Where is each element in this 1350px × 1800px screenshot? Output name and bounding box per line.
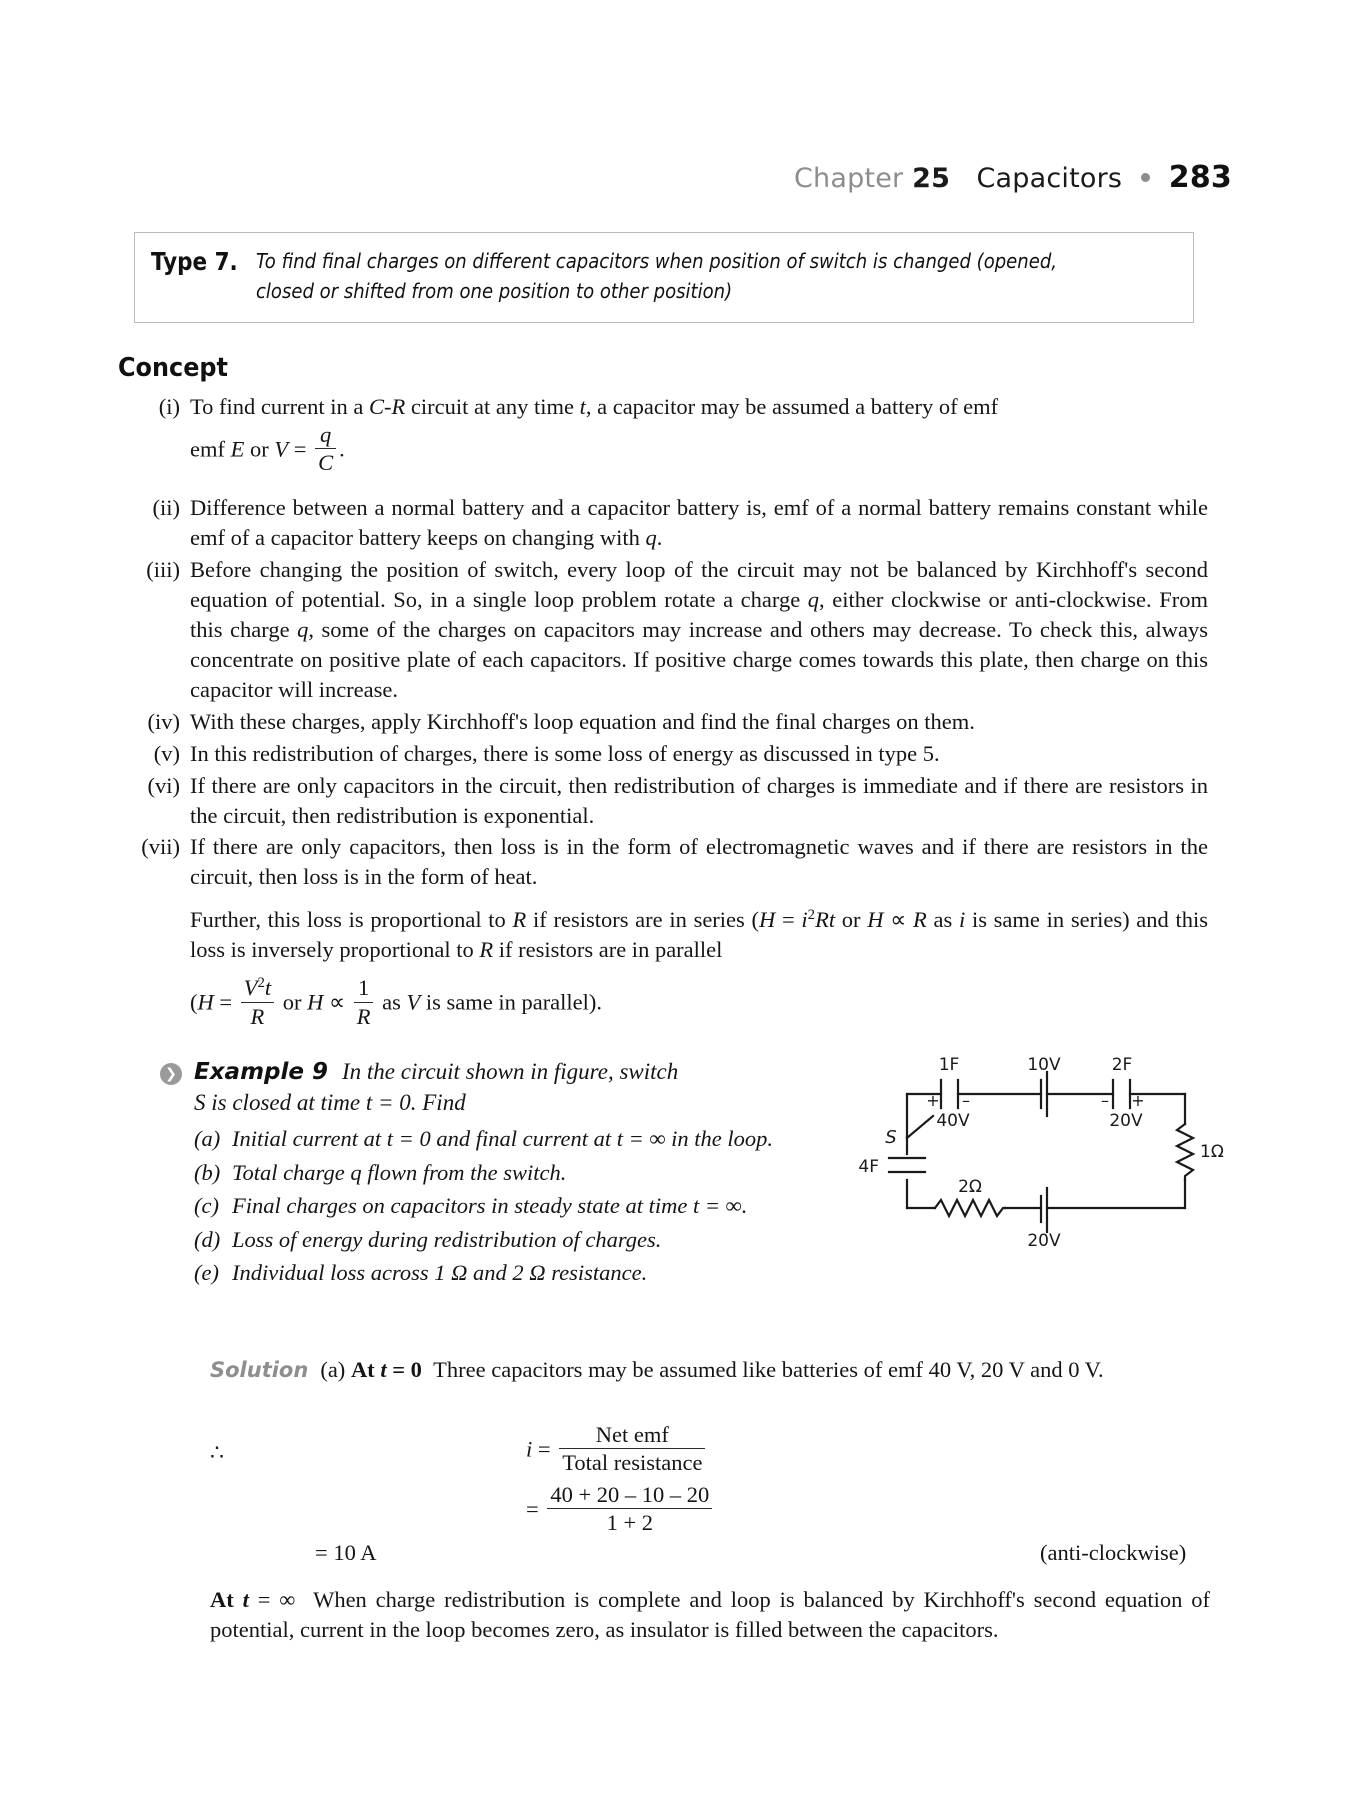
label-10V: 10V [1027, 1055, 1061, 1075]
concept-item-number: (ii) [152, 495, 180, 521]
tail-at: At [210, 1587, 243, 1612]
fraction-denominator: Total resistance [562, 1450, 703, 1476]
example-part-c [194, 1191, 780, 1222]
ci-var-t: t [579, 394, 586, 419]
concept-item-number: (i) [158, 394, 180, 419]
ex-lead-a: S is closed at time [194, 1090, 366, 1116]
fraction-numerator: Net emf [559, 1422, 705, 1449]
label-2F: 2F [1111, 1055, 1133, 1075]
f-V: V [243, 975, 258, 1001]
f-or: or [277, 989, 308, 1015]
sol-text: Three capacitors may be assumed like batteries of emf 40 V, 20 V and 0 V. [433, 1357, 1104, 1382]
concept-item-text: If there are only capacitors, then loss is in the form of electromagnetic waves and if there are resistors in the circuit, then loss is in the form of heat. [190, 834, 1208, 890]
solution-block [210, 1355, 1210, 1385]
f-p3: = [775, 907, 802, 932]
example-part-d [194, 1225, 780, 1256]
example-part-number: (b) [194, 1159, 221, 1185]
ci-dash: - [384, 394, 392, 419]
f-t: t [264, 975, 272, 1001]
f-R1: R [512, 907, 527, 932]
ci-var-V: V [274, 436, 289, 462]
example-part-text: Individual loss across 1 Ω and 2 Ω resistance. [232, 1260, 648, 1286]
sol-part: (a) [320, 1357, 346, 1382]
fraction-numerator: q [315, 422, 336, 449]
label-40V: 40V [936, 1111, 970, 1131]
concept-item-text [190, 555, 1208, 705]
therefore-symbol: ∴ [210, 1440, 224, 1465]
label-switch-S: S [885, 1127, 897, 1148]
concept-heading: Concept [118, 353, 228, 383]
bullet-dot-icon [1141, 173, 1150, 182]
concept-item-v [118, 739, 1208, 769]
concept-item-text: If there are only capacitors in the circuit, then redistribution of charges is immediate and if there are resistors in the circuit, then redistribution is exponential. [190, 772, 1208, 828]
f-p6: is same in series) and this loss is inversely proportional to [190, 907, 1208, 963]
header-chapter-number: 25 [912, 163, 951, 194]
f-p4: or [835, 907, 868, 932]
fraction-numerator [241, 975, 274, 1002]
circuit-diagram [845, 1050, 1225, 1250]
header-chapter-word: Chapter [793, 163, 904, 194]
ci-eq: = [288, 436, 313, 462]
concept-item-text [190, 493, 1208, 553]
sol-at: At [350, 1357, 381, 1382]
epc-b: = ∞. [699, 1193, 748, 1219]
eq-i: i [526, 1436, 533, 1462]
fraction-denominator: R [356, 1003, 371, 1029]
example-part-text: Loss of energy during redistribution of charges. [232, 1226, 662, 1252]
f-prop1: ∝ [883, 907, 914, 932]
fraction-netemf-over-resistance [559, 1422, 705, 1475]
fraction-denominator: 1 + 2 [606, 1510, 654, 1536]
fraction-1-over-R [354, 975, 374, 1028]
label-1F: 1F [938, 1055, 960, 1075]
example-part-text: Total charge q flown from the switch. [232, 1159, 567, 1185]
equation-result-note: (anti-clockwise) [1040, 1540, 1187, 1565]
page-header [0, 160, 1232, 195]
concept-item-vii [118, 832, 1208, 892]
example-header [160, 1056, 780, 1087]
label-1F-plus: + [926, 1091, 940, 1110]
epa-a: Initial current at [232, 1126, 387, 1152]
example-block [160, 1056, 780, 1292]
example-lead-line2 [194, 1087, 780, 1118]
f-as: as [376, 989, 407, 1015]
cii-var-q: q [645, 525, 657, 551]
ci-var-C: C [369, 394, 385, 419]
ex-lead-b: = 0. Find [372, 1090, 466, 1116]
concept-item-number: (v) [153, 740, 180, 766]
cii-text-a: Difference between a normal battery and a capacitor battery is, emf of a normal battery remains constant while emf of a capacitor battery keeps on changing with [190, 495, 1208, 551]
cii-text-b: . [656, 525, 663, 551]
concept-item-vi [118, 771, 1208, 831]
ciii-text-a: Before changing the position of switch, every loop of the circuit may not be balanced by Kirchhoff's second equation of potential. So, in a single loop problem rotate a charge [190, 557, 1208, 613]
epa-t1: t [386, 1126, 394, 1152]
tail-inf: = ∞ [248, 1587, 296, 1612]
label-2ohm: 2Ω [958, 1177, 982, 1197]
epa-c: = ∞ in the loop. [623, 1126, 773, 1152]
f-V-exp: 2 [257, 975, 265, 992]
f-p1: Further, this loss is proportional to [190, 907, 513, 932]
f-V2: V [406, 989, 421, 1015]
example-title: Example 9 [194, 1059, 328, 1085]
circuit-svg [845, 1050, 1225, 1250]
f-Rt: Rt [815, 907, 836, 932]
ciii-text-b: , either clockwise or anti-clockwise. From this charge [190, 587, 1208, 642]
example-part-number: (a) [194, 1126, 221, 1152]
label-2F-plus: + [1131, 1091, 1145, 1110]
tail-t: t [242, 1587, 249, 1612]
f-R3: R [479, 937, 494, 963]
ci-period: . [339, 436, 345, 462]
f-p5: as [926, 907, 959, 932]
epa-t2: t [616, 1126, 624, 1152]
example-part-a [194, 1124, 780, 1155]
f-H4: H [307, 989, 324, 1015]
concept-list [118, 392, 1208, 894]
f-open: ( [190, 989, 198, 1015]
header-chapter-title: Capacitors [976, 163, 1123, 194]
solution-tail [210, 1585, 1210, 1646]
type-callout-box [134, 232, 1194, 323]
fraction-denominator: C [318, 450, 334, 476]
ciii-text-c: , some of the charges on capacitors may increase and others may decrease. To check this, always concentrate on positive plate of each capacitors. If positive charge comes towards this plate, then charge on this capacitor will increase. [190, 616, 1209, 702]
equation-numeric [526, 1482, 715, 1535]
ci-or: or [244, 436, 275, 462]
ci-post: circuit at any time [405, 394, 580, 419]
example-lead-line1: In the circuit shown in figure, switch [342, 1059, 679, 1084]
ex-lead-t: t [365, 1090, 373, 1116]
f-exp2: 2 [807, 906, 816, 923]
label-4F: 4F [858, 1157, 879, 1177]
concept-item-iii [118, 555, 1208, 705]
concept-item-number: (vi) [147, 772, 180, 798]
epc-a: Final charges on capacitors in steady state at time [232, 1193, 693, 1219]
f-p7: if resistors are in parallel [493, 937, 723, 963]
eq-equals: = [532, 1436, 557, 1462]
f-R2: R [913, 907, 927, 932]
further-formula-line [190, 975, 1208, 1029]
f-eq: = [213, 989, 238, 1015]
further-paragraph [190, 905, 1208, 1029]
equation-result: = 10 A [315, 1540, 377, 1565]
sol-at-t: t [380, 1357, 387, 1382]
f-prop2: ∝ [323, 989, 351, 1015]
fraction-numerator: 40 + 20 – 10 – 20 [547, 1482, 712, 1509]
concept-item-text: To find current in a C-R circuit at any time t, a capacitor may be assumed a battery of emf emf E or V = $\frac{q}{C}$ . [190, 394, 999, 476]
fraction-q-over-C [315, 422, 336, 475]
example-part-e [194, 1258, 780, 1289]
chevron-right-icon: ❯ [160, 1063, 182, 1085]
fraction-denominator: R [250, 1003, 265, 1029]
f-i1: i [801, 907, 808, 932]
type-label: Type 7. [151, 247, 238, 276]
example-part-text [232, 1124, 780, 1155]
f-H3: H [197, 989, 214, 1015]
eq2-equals: = [526, 1496, 545, 1522]
epa-b: = 0 and final current at [393, 1126, 617, 1152]
label-20V-top: 20V [1109, 1111, 1143, 1131]
label-1F-minus: – [962, 1091, 970, 1110]
ci-var-E: E [230, 436, 245, 462]
solution-label: Solution [210, 1358, 309, 1382]
fraction-V2t-over-R [241, 975, 274, 1029]
label-1ohm: 1Ω [1200, 1142, 1224, 1162]
concept-item-number: (iv) [147, 708, 180, 734]
concept-item-i [118, 392, 1208, 475]
ciii-var-q1: q [807, 587, 820, 613]
tail-text: When charge redistribution is complete and loop is balanced by Kirchhoff's second equation of potential, current in the loop becomes zero, as insulator is filled between the capacitors. [210, 1587, 1211, 1643]
ciii-var-q2: q [297, 616, 309, 642]
label-20V-bottom: 20V [1027, 1231, 1061, 1250]
concept-item-number: (vii) [141, 834, 180, 860]
concept-item-text: With these charges, apply Kirchhoff's loop equation and find the final charges on them. [190, 708, 975, 734]
equation-net-emf [526, 1422, 708, 1475]
example-parts-list [194, 1124, 780, 1289]
example-part-text [232, 1191, 780, 1222]
f-p2: if resistors are in series ( [526, 907, 760, 932]
f-i2: i [958, 907, 966, 932]
example-part-number: (e) [194, 1260, 219, 1286]
f-tail: is same in parallel). [420, 989, 603, 1015]
example-part-number: (c) [194, 1193, 219, 1219]
epc-t1: t [692, 1193, 700, 1219]
header-page-number: 283 [1168, 160, 1232, 195]
type-description: To find final charges on different capacitors when position of switch is changed (opened, closed or shifted from one position to other position) [255, 249, 1057, 303]
concept-item-text: In this redistribution of charges, there is some loss of energy as discussed in type 5. [190, 740, 940, 766]
f-H1: H [759, 907, 776, 932]
fraction-numerator: 1 [354, 975, 374, 1002]
concept-item-ii [118, 493, 1208, 553]
fraction-numeric [547, 1482, 712, 1535]
label-2F-minus: – [1101, 1091, 1109, 1110]
example-part-b [194, 1158, 780, 1189]
ci-rest: , a capacitor may be assumed a battery of emf [585, 394, 999, 419]
concept-item-number: (iii) [146, 557, 180, 583]
ci-pre: To find current in a [190, 394, 369, 419]
solution-intro [320, 1357, 1103, 1382]
f-H2: H [867, 907, 884, 932]
ci-var-R: R [391, 394, 406, 419]
sol-at-eq: = 0 [386, 1357, 422, 1382]
concept-item-iv [118, 707, 1208, 737]
example-part-number: (d) [194, 1226, 221, 1252]
